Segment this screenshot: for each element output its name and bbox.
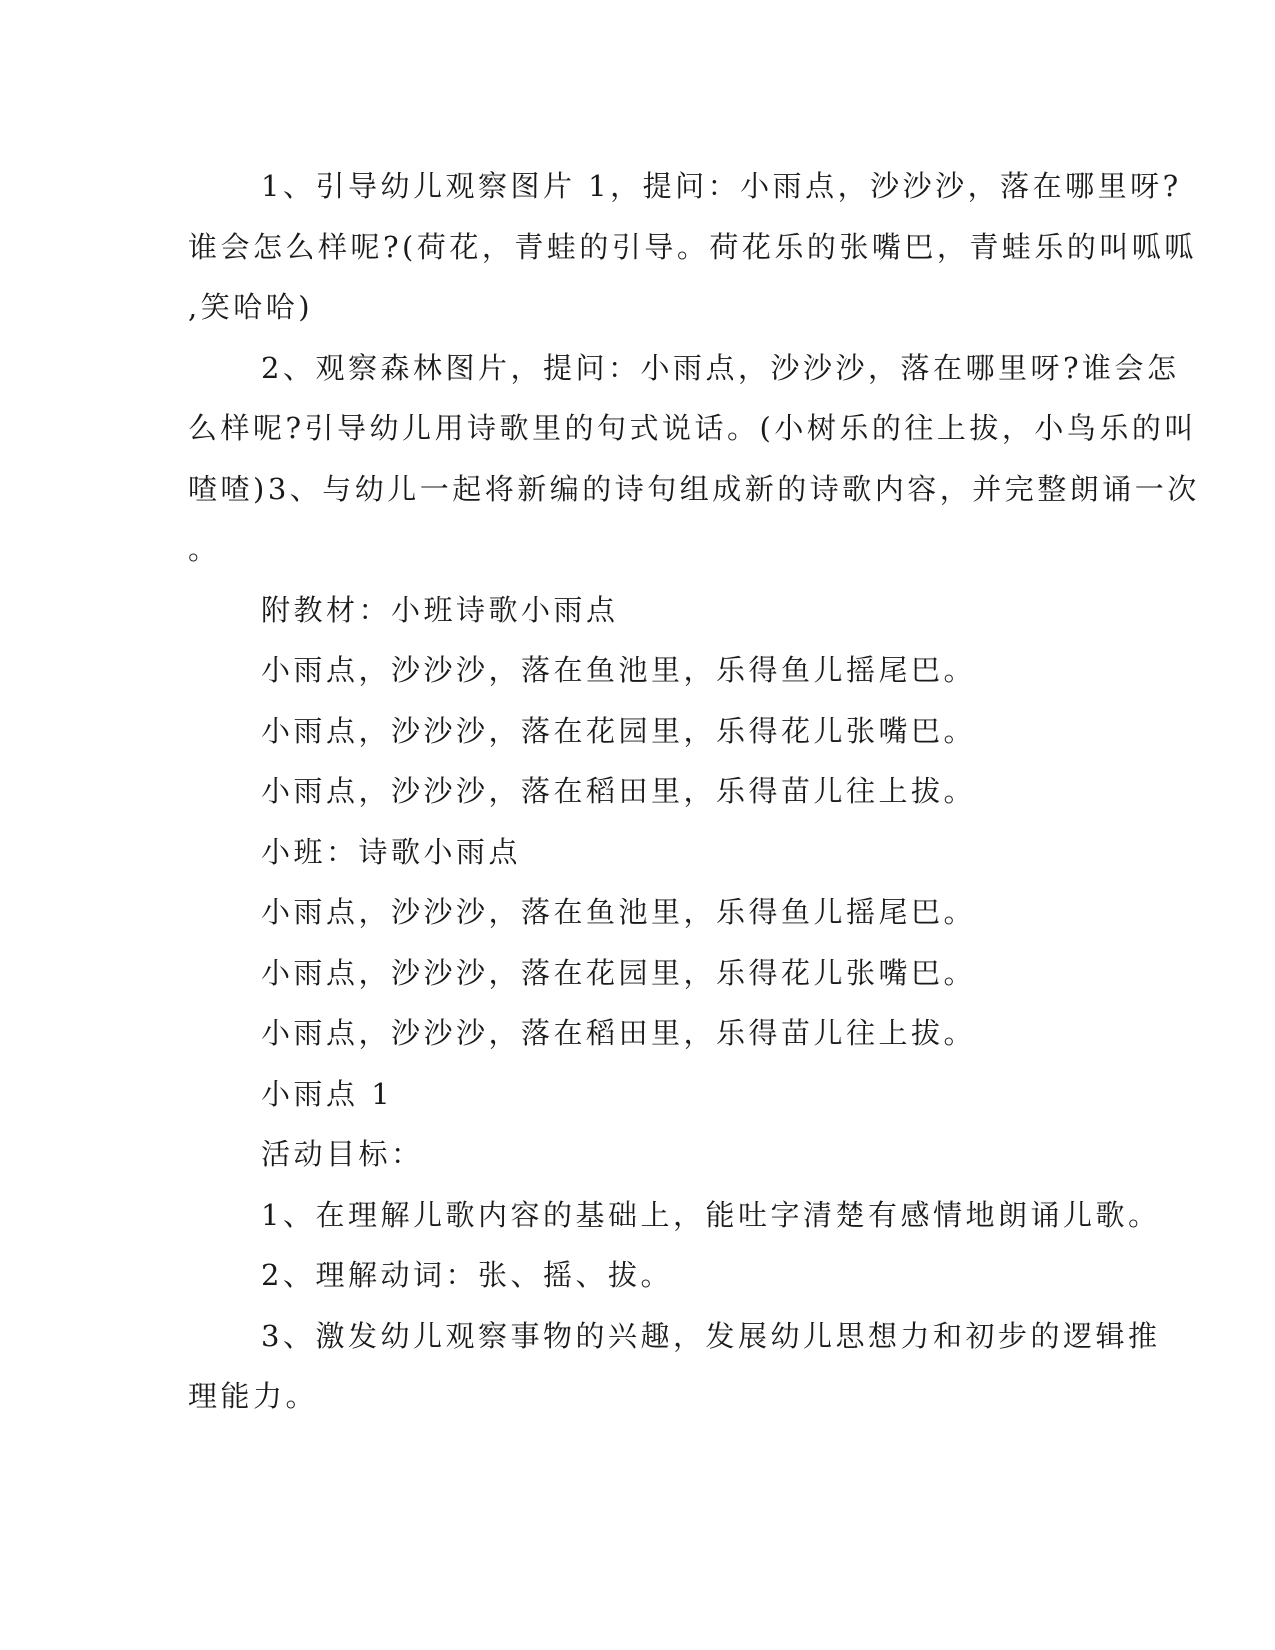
text-line: 2、观察森林图片，提问：小雨点，沙沙沙，落在哪里呀?谁会怎 — [261, 350, 1180, 385]
poem-line: 小雨点，沙沙沙，落在鱼池里，乐得鱼儿摇尾巴。 — [261, 653, 977, 687]
poem-title: 小班：诗歌小雨点 — [261, 834, 522, 869]
text-line: 喳喳)3、与幼儿一起将新编的诗句组成新的诗歌内容，并完整朗诵一次 — [188, 471, 1200, 506]
poem-line: 小雨点，沙沙沙，落在鱼池里，乐得鱼儿摇尾巴。 — [261, 895, 977, 929]
text-line: 谁会怎么样呢?(荷花，青蛙的引导。荷花乐的张嘴巴，青蛙乐的叫呱呱 — [188, 229, 1197, 264]
text-line: 1、引导幼儿观察图片 1，提问：小雨点，沙沙沙，落在哪里呀? — [261, 169, 1182, 203]
text-line: ,笑哈哈) — [188, 290, 314, 324]
goal-item: 2、理解动词：张、摇、拔。 — [261, 1258, 673, 1292]
text-line: 。 — [188, 532, 221, 566]
poem-line: 小雨点，沙沙沙，落在花园里，乐得花儿张嘴巴。 — [261, 713, 977, 748]
text-line: 么样呢?引导幼儿用诗歌里的句式说话。(小树乐的往上拔，小鸟乐的叫 — [188, 411, 1197, 445]
goal-item-continued: 理能力。 — [188, 1379, 319, 1413]
goal-item: 1、在理解儿歌内容的基础上，能吐字清楚有感情地朗诵儿歌。 — [261, 1197, 1161, 1232]
poem-line: 小雨点，沙沙沙，落在花园里，乐得花儿张嘴巴。 — [261, 955, 977, 990]
section-title: 小雨点 1 — [261, 1076, 394, 1111]
document-body — [188, 156, 1200, 1427]
poem-line: 小雨点，沙沙沙，落在稻田里，乐得苗儿往上拔。 — [261, 1016, 977, 1050]
goal-item: 3、激发幼儿观察事物的兴趣，发展幼儿思想力和初步的逻辑推 — [261, 1318, 1161, 1353]
poem-line: 小雨点，沙沙沙，落在稻田里，乐得苗儿往上拔。 — [261, 774, 977, 808]
material-heading: 附教材：小班诗歌小雨点 — [261, 592, 619, 627]
goals-heading: 活动目标： — [261, 1137, 424, 1171]
